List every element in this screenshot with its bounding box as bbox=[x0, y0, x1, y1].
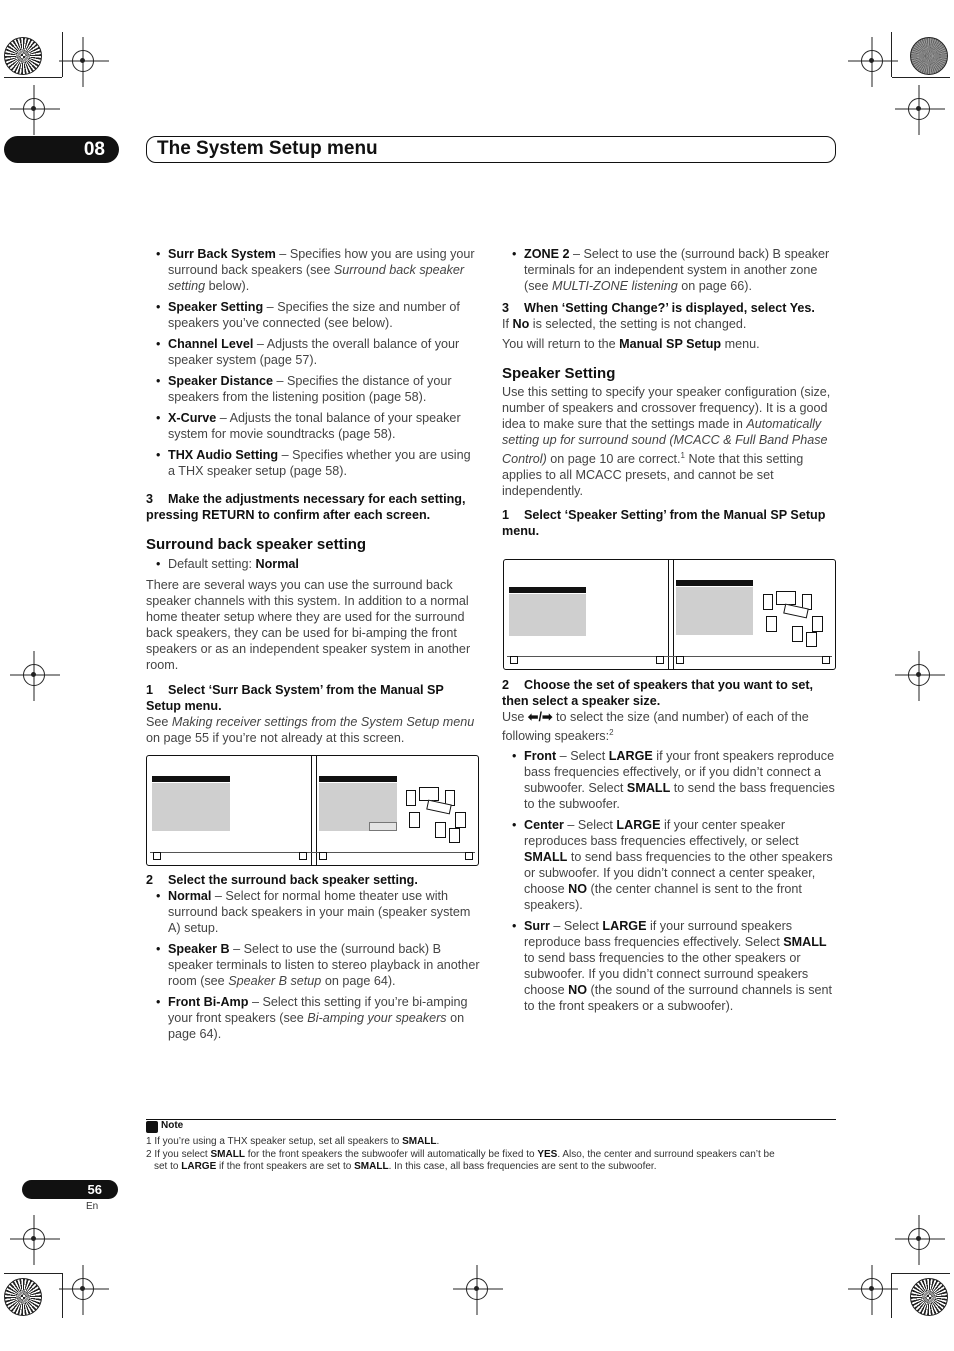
footnote-2: 2 If you select SMALL for the front speakers the subwoofer will automatically be fixed to YES. Also, the center and surround speakers can’t be bbox=[146, 1149, 775, 1160]
osd-screen-left-pair bbox=[146, 755, 479, 866]
return-text: You will return to the Manual SP Setup menu. bbox=[502, 337, 760, 351]
registration-burst-icon bbox=[910, 37, 948, 75]
list-item: • Surr – Select LARGE if your surround speakers reproduce bass frequencies effectively. Select SMALL to send bass frequencies to the other speakers or subwoofer. If you didn’t connect surround speakers choose NO (the sound of the surround channels is sent to the front speakers or a subwoofer). bbox=[502, 918, 836, 1014]
osd-return-icon bbox=[153, 852, 161, 860]
right-column bbox=[502, 246, 836, 539]
osd-return-icon bbox=[676, 656, 684, 664]
registration-mark-icon bbox=[908, 664, 930, 686]
registration-burst-icon bbox=[4, 1278, 42, 1316]
step-2: 2 Select the surround back speaker setting. bbox=[146, 873, 418, 887]
registration-burst-icon bbox=[4, 37, 42, 75]
registration-burst-icon bbox=[910, 1278, 948, 1316]
footnote-1: 1 If you’re using a THX speaker setup, set all speakers to SMALL. bbox=[146, 1136, 440, 1147]
registration-mark-icon bbox=[861, 1278, 883, 1300]
registration-mark-icon bbox=[861, 50, 883, 72]
osd-exit-icon bbox=[822, 656, 830, 664]
list-item: • Front Bi-Amp – Select this setting if you’re bi-amping your front speakers (see Bi-amping your speakers on page 64). bbox=[146, 994, 481, 1042]
arrow-keys-icon: ⬅/➡ bbox=[527, 710, 553, 724]
osd-exit-icon bbox=[299, 852, 307, 860]
left-column-lower bbox=[146, 872, 481, 1047]
registration-mark-icon bbox=[23, 1228, 45, 1250]
registration-mark-icon bbox=[908, 98, 930, 120]
step-1: 1 Select ‘Surr Back System’ from the Manual SP Setup menu. bbox=[146, 683, 444, 713]
registration-mark-icon bbox=[908, 1228, 930, 1250]
speaker-setting-intro: Use this setting to specify your speaker configuration (size, number of speakers and crossover frequency). It is a good idea to make sure that the settings made in Automatically setting up for surround sound (MCACC & Full Band Phase Control) on page 10 are correct.$^1$ Note that this setting applies to all MCACC presets, and cannot be set independently. bbox=[502, 385, 831, 499]
osd-exit-icon bbox=[465, 852, 473, 860]
list-item: • ZONE 2 – Select to use the (surround back) B speaker terminals for an independent system in another zone (see MULTI-ZONE listening on page 66). bbox=[502, 246, 836, 294]
section-heading-surround-back: Surround back speaker setting bbox=[146, 536, 367, 553]
chapter-number-badge: 08 bbox=[4, 136, 119, 163]
osd-return-icon bbox=[319, 852, 327, 860]
osd-return-icon bbox=[510, 656, 518, 664]
language-label: En bbox=[86, 1201, 99, 1212]
speaker-layout-diagram-icon bbox=[403, 782, 473, 842]
use-arrows-text: Use ⬅/➡ to select the size (and number) of each of the following speakers:$^2$ bbox=[502, 710, 809, 744]
step-3: 3 When ‘Setting Change?’ is displayed, select Yes. bbox=[502, 301, 815, 315]
page-number-badge: 56 bbox=[22, 1180, 118, 1199]
step-1-see: See Making receiver settings from the System Setup menu on page 55 if you’re not already at this screen. bbox=[146, 715, 475, 745]
note-divider bbox=[146, 1119, 836, 1120]
registration-mark-icon bbox=[23, 664, 45, 686]
step-1: 1 Select ‘Speaker Setting’ from the Manual SP Setup menu. bbox=[502, 508, 826, 539]
default-setting: • Default setting: Normal bbox=[146, 556, 481, 572]
chapter-title: The System Setup menu bbox=[157, 138, 378, 159]
osd-exit-icon bbox=[656, 656, 664, 664]
registration-mark-icon bbox=[23, 98, 45, 120]
note-pencil-icon bbox=[146, 1121, 158, 1133]
note-label: Note bbox=[161, 1120, 184, 1131]
registration-mark-icon bbox=[466, 1278, 488, 1300]
section-heading-speaker-setting: Speaker Setting bbox=[502, 365, 616, 382]
if-no-text: If No is selected, the setting is not changed. bbox=[502, 317, 747, 331]
list-item: • X-Curve – Adjusts the tonal balance of your speaker system for movie soundtracks (page 58). bbox=[146, 410, 481, 442]
list-item: • Speaker B – Select to use the (surround back) B speaker terminals to listen to stereo playback in another room (see Speaker B setup on page 64). bbox=[146, 941, 481, 989]
list-item: • Speaker Setting – Specifies the size and number of speakers you’ve connected (see below). bbox=[146, 299, 481, 331]
list-item: • Surr Back System – Specifies how you are using your surround back speakers (see Surround back speaker setting below). bbox=[146, 246, 481, 294]
registration-mark-icon bbox=[72, 1278, 94, 1300]
left-column bbox=[146, 246, 481, 746]
surround-back-intro: There are several ways you can use the surround back speaker channels with this system. In addition to a normal home theater setup where they are used for the surround back speakers, they can be used for bi-amping the front speakers or as an independent speaker system in another room. bbox=[146, 578, 471, 672]
list-item: • Front – Select LARGE if your front speakers reproduce bass frequencies effectively, or if you didn’t connect a subwoofer. Select SMALL to send the bass frequencies to the subwoofer. bbox=[502, 748, 836, 812]
right-column-lower bbox=[502, 677, 836, 1019]
list-item: • Center – Select LARGE if your center speaker reproduces bass frequencies effectively, or select SMALL to send bass frequencies to the other speakers or subwoofer. If you didn’t connect a center speaker, choose NO (the center channel is sent to the front speakers). bbox=[502, 817, 836, 913]
list-item: • Speaker Distance – Specifies the distance of your speakers from the listening position (page 58). bbox=[146, 373, 481, 405]
osd-screen-right-pair bbox=[503, 559, 836, 670]
list-item: • Normal – Select for normal home theater use with surround back speakers in your main (speaker system A) setup. bbox=[146, 888, 481, 936]
footnote-2-continued: set to LARGE if the front speakers are set to SMALL. In this case, all bass frequencies are sent to the subwoofer. bbox=[154, 1161, 657, 1172]
speaker-layout-diagram-icon bbox=[760, 586, 830, 646]
step-2: 2 Choose the set of speakers that you want to set, then select a speaker size. bbox=[502, 678, 814, 708]
registration-mark-icon bbox=[72, 50, 94, 72]
list-item: • THX Audio Setting – Specifies whether you are using a THX speaker setup (page 58). bbox=[146, 447, 481, 479]
list-item: • Channel Level – Adjusts the overall balance of your speaker system (page 57). bbox=[146, 336, 481, 368]
step-3: 3 Make the adjustments necessary for each setting, pressing RETURN to confirm after each screen. bbox=[146, 492, 466, 522]
